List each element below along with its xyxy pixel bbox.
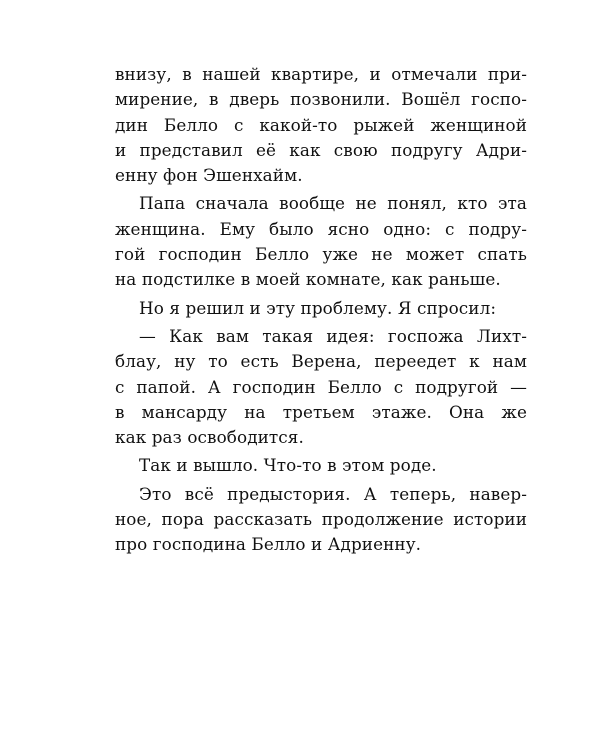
text-line: в мансарду на третьем этаже. Она же [115, 401, 527, 422]
text-line: Папа сначала вообще не понял, кто эта [139, 193, 527, 214]
text-line: Но я решил и эту проблему. Я спросил: [139, 297, 497, 318]
text-line: мирение, в дверь позвонили. Вошёл госпо- [115, 89, 527, 110]
text-line: с папой. А господин Белло с подругой — [115, 376, 527, 397]
text-line: Это всё предыстория. А теперь, навер- [139, 483, 527, 504]
text-line: про господина Белло и Адриенну. [115, 534, 422, 555]
text-line: дин Белло с какой-то рыжей женщиной [115, 114, 527, 135]
text-line: и представил её как свою подругу Адри- [115, 139, 527, 160]
text-line: блау, ну то есть Верена, переедет к нам [115, 351, 527, 372]
text-line: Так и вышло. Что-то в этом роде. [139, 455, 437, 476]
text-line: енну фон Эшенхайм. [115, 165, 303, 186]
text-line: женщина. Ему было ясно одно: с подру- [115, 218, 527, 239]
body-text [115, 62, 527, 558]
text-line: на подстилке в моей комнате, как раньше. [115, 269, 501, 290]
text-line: как раз освободится. [115, 427, 304, 448]
text-line: внизу, в нашей квартире, и отмечали при- [115, 64, 527, 84]
text-line: ное, пора рассказать продолжение истории [115, 509, 527, 530]
text-line: — Как вам такая идея: госпожа Лихт- [139, 325, 527, 346]
text-line: гой господин Белло уже не может спать [115, 244, 527, 265]
